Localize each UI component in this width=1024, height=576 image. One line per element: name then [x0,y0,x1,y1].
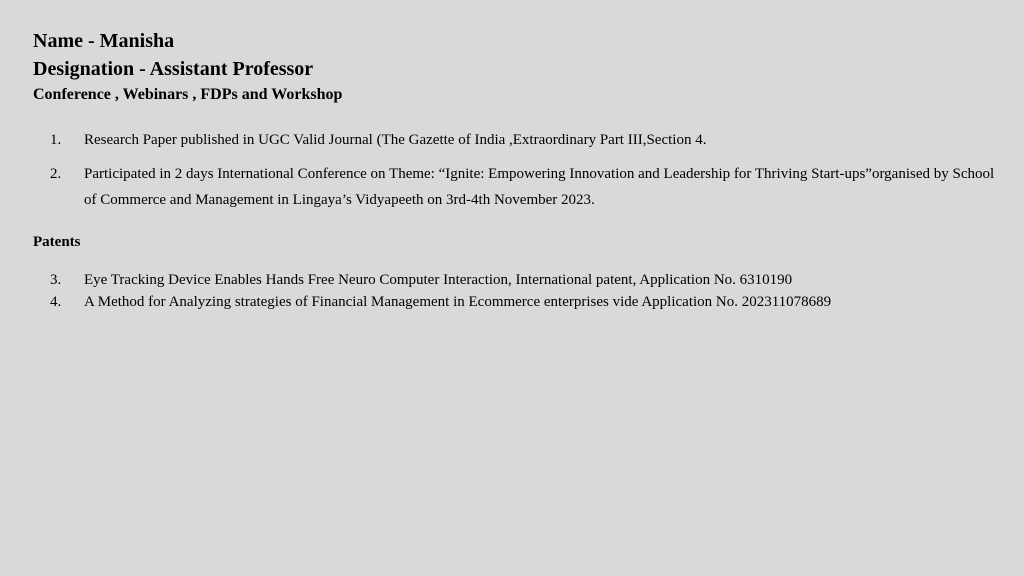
list-item [0,269,1004,291]
section-title-conferences: Conference , Webinars , FDPs and Workshop [33,86,343,103]
list-item [0,291,1004,313]
list-item-text: A Method for Analyzing strategies of Financial Management in Ecommerce enterprises vide Application No. 202311078689 [84,294,832,310]
list-item-number: 2. [50,166,62,182]
list-item [0,161,1004,213]
list-item-text: Participated in 2 days International Conference on Theme: “Ignite: Empowering Innovation and Leadership for Thriving Start-ups”organised by School of Commerce and Management in Lingaya’s Vidyapeeth on 3rd-4th November 2023. [84,166,995,208]
list-item-text: Research Paper published in UGC Valid Journal (The Gazette of India ,Extraordinary Part III,Section 4. [84,132,707,148]
faculty-name: Name - Manisha [33,30,175,52]
patents-list [0,269,1004,313]
list-item-text: Eye Tracking Device Enables Hands Free Neuro Computer Interaction, International patent, Application No. 6310190 [84,272,793,288]
section-title-patents: Patents [33,234,81,250]
list-item-number: 4. [50,294,62,310]
faculty-designation: Designation - Assistant Professor [33,58,314,80]
conference-list [0,130,1004,213]
list-item-number: 3. [50,272,62,288]
list-item [0,130,1004,151]
list-item-number: 1. [50,132,62,148]
